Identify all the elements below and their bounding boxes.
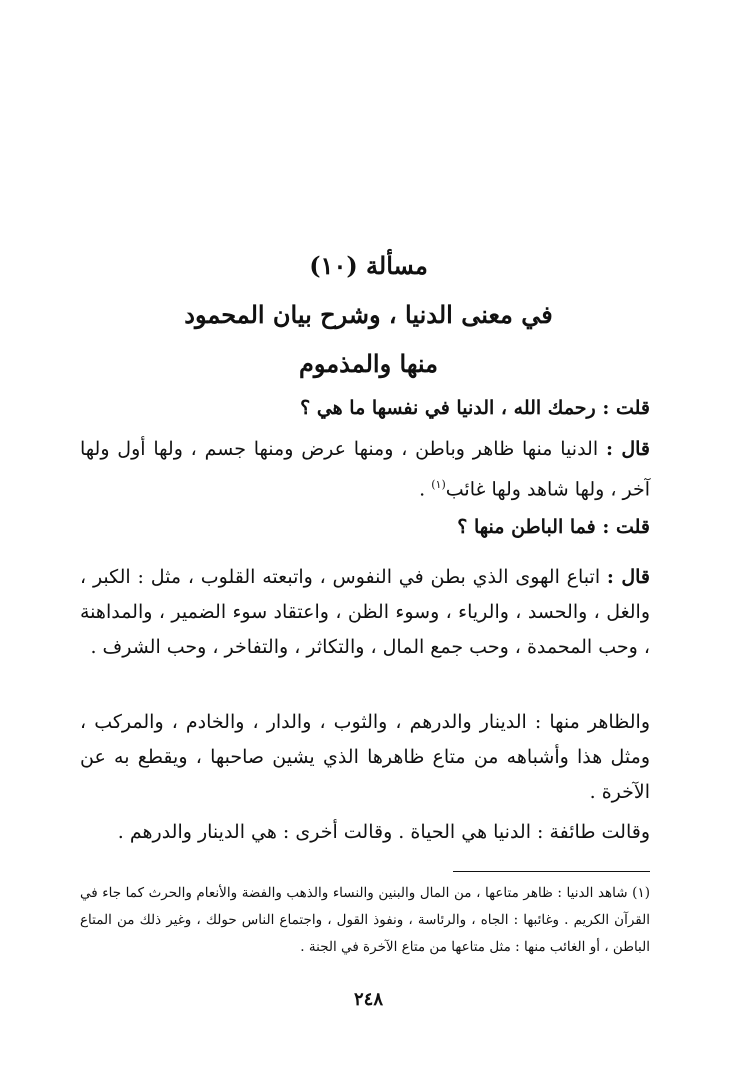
chapter-subtitle: في معنى الدنيا ، وشرح بيان المحمود xyxy=(184,300,553,329)
issue-heading: مسألة (١٠) xyxy=(309,251,428,280)
answer-1-end: . xyxy=(419,478,432,501)
answer-1 xyxy=(80,432,650,507)
question-1: قلت : رحمك الله ، الدنيا في نفسها ما هي ؟ xyxy=(300,397,650,419)
answer-1-body: الدنيا منها ظاهر وباطن ، ومنها عرض ومنها جسم ، ولها أول ولها آخر ، ولها شاهد ولها غائب xyxy=(80,438,650,501)
answer-4: وقالت طائفة : الدنيا هي الحياة . وقالت أخرى : هي الدينار والدرهم . xyxy=(117,821,650,843)
answer-1-lead: قال : xyxy=(605,438,651,460)
footnote: (١) شاهد الدنيا : ظاهر متاعها ، من المال والبنين والنساء والذهب والفضة والأنعام والحرث كما جاء في القرآن الكريم . وغائبها : الجاه ، والرئاسة ، ونفوذ القول ، واجتماع الناس حولك ، وغير ذلك من المتاع الباطن ، أو الغائب منها : مثل متاعها من متاع الآخرة في الجنة . xyxy=(80,885,650,955)
chapter-subtitle-continued: منها والمذموم xyxy=(299,349,438,378)
footnote-divider xyxy=(453,871,650,872)
page-number: ٢٤٨ xyxy=(353,989,383,1010)
answer-3: والظاهر منها : الدينار والدرهم ، والثوب ، والدار ، والخادم ، والمركب ، ومثل هذا وأشباهه من متاع ظاهرها الذي يشين صاحبها ، ويقطع به عن الآخرة . xyxy=(80,711,650,803)
answer-2 xyxy=(80,560,650,665)
answer-2-body: اتباع الهوى الذي بطن في النفوس ، واتبعته القلوب ، مثل : الكبر ، والغل ، والحسد ، والرياء ، وسوء الظن ، واعتقاد سوء الضمير ، والمداهنة ، وحب المحمدة ، وحب جمع المال ، والتكاثر ، والتفاخر ، وحب الشرف . xyxy=(80,566,650,658)
question-2: قلت : فما الباطن منها ؟ xyxy=(457,516,650,538)
answer-2-lead: قال : xyxy=(606,566,650,588)
footnote-reference: (١) xyxy=(431,478,446,491)
